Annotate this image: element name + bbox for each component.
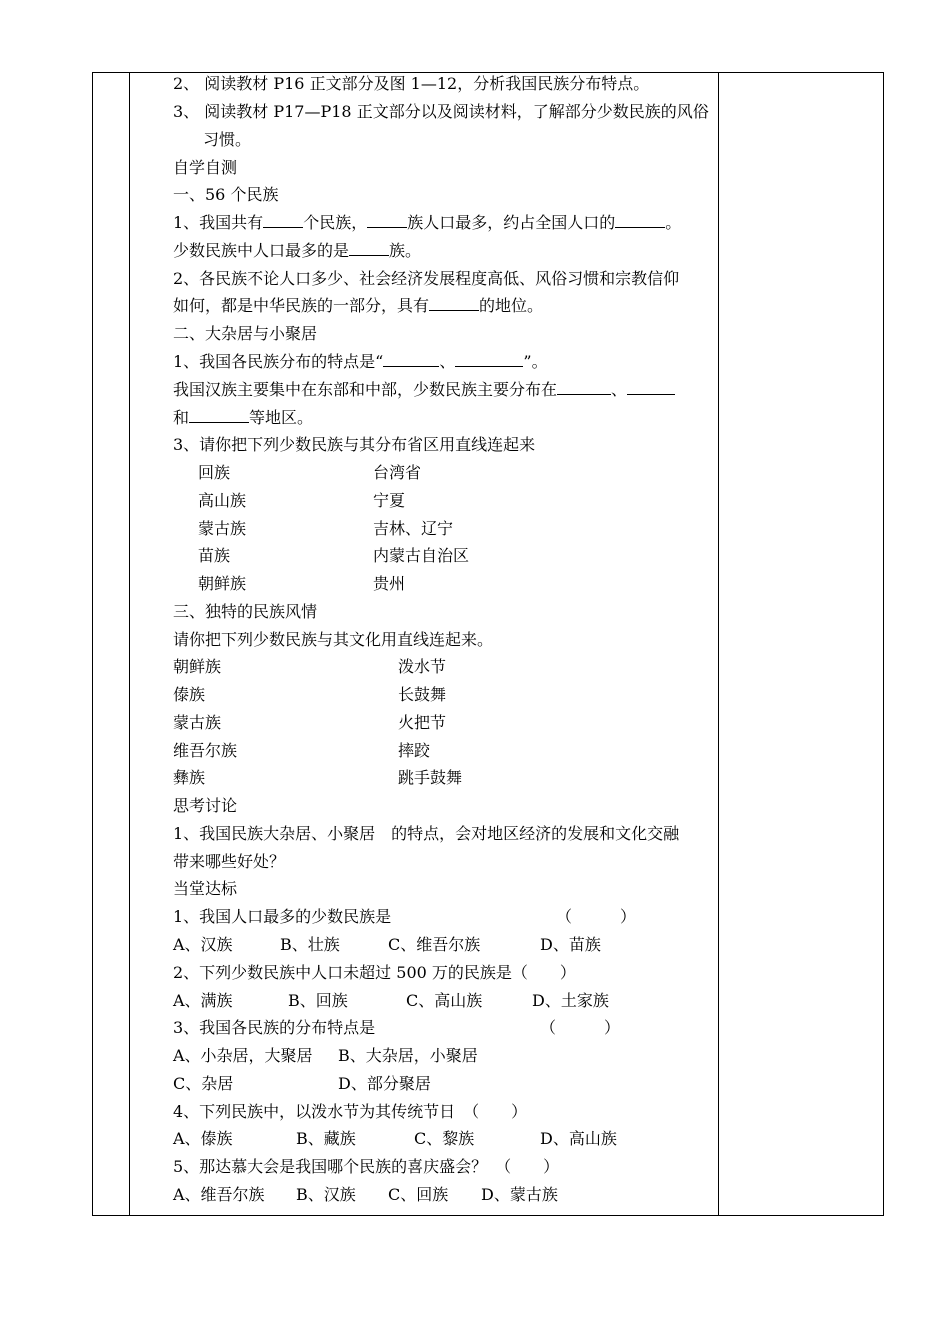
s1-q1 [173,213,681,233]
s1-q2: 2、各民族不论人口多少、社会经济发展程度高低、风俗习惯和宗教信仰 [173,269,680,288]
blank[interactable] [627,380,675,395]
reading-item-3: 3、 阅读教材 P17—P18 正文部分以及阅读材料，了解部分少数民族的风俗 [173,102,709,121]
s2-left-ethnic-4[interactable]: 苗族 [198,546,231,565]
discussion-q1: 1、我国民族大杂居、小聚居 的特点，会对地区经济的发展和文化交融 [173,824,680,843]
discussion-heading: 思考讨论 [173,796,238,815]
quiz-q4-option-a[interactable]: A、傣族 [173,1129,233,1148]
quiz-q1-option-c[interactable]: C、维吾尔族 [388,935,481,954]
s2-left-ethnic-1[interactable]: 回族 [198,463,231,482]
s1-q1-a: 1、我国共有 [173,213,264,232]
s2-right-region-3[interactable]: 吉林、辽宁 [373,519,454,538]
self-test-heading: 自学自测 [173,158,238,177]
blank[interactable] [557,380,611,395]
quiz-q3-paren[interactable]: （ ） [540,1018,621,1037]
blank[interactable] [383,352,439,367]
quiz-q1-option-b[interactable]: B、壮族 [280,935,340,954]
quiz-q3-stem: 3、我国各民族的分布特点是 [173,1018,376,1037]
s1-q2-cont [173,296,543,316]
quiz-q2-stem: 2、下列少数民族中人口未超过 500 万的民族是（ ） [173,963,576,982]
blank[interactable] [189,408,249,423]
quiz-q3-option-b[interactable]: B、大杂居，小聚居 [338,1046,478,1065]
s2-q2-b: 、 [611,380,628,399]
quiz-q2-option-a[interactable]: A、满族 [173,991,233,1010]
s2-q2-cont [173,408,313,428]
quiz-q5-option-d[interactable]: D、蒙古族 [481,1185,558,1204]
column-divider-2 [718,73,719,1215]
column-divider-1 [129,73,130,1215]
blank[interactable] [429,296,479,311]
blank[interactable] [263,213,303,228]
blank[interactable] [367,213,407,228]
quiz-q2-option-d[interactable]: D、土家族 [532,991,609,1010]
quiz-q1-option-d[interactable]: D、苗族 [540,935,601,954]
quiz-q3-option-c[interactable]: C、杂居 [173,1074,234,1093]
section-1-title: 一、56 个民族 [173,185,279,204]
s1-q1-cont [173,241,421,261]
s2-q1-c: ”。 [523,352,548,371]
s2-q1 [173,352,548,372]
s3-right-culture-5[interactable]: 跳手鼓舞 [398,768,463,787]
quiz-q4-stem: 4、下列民族中，以泼水节为其传统节日 （ ） [173,1102,528,1121]
s3-instruction: 请你把下列少数民族与其文化用直线连起来。 [173,630,494,649]
s3-left-ethnic-5[interactable]: 彝族 [173,768,206,787]
s2-q2-a: 我国汉族主要集中在东部和中部，少数民族主要分布在 [173,380,558,399]
reading-item-2: 2、 阅读教材 P16 正文部分及图 1—12，分析我国民族分布特点。 [173,74,650,93]
s2-q3: 3、请你把下列少数民族与其分布省区用直线连起来 [173,435,536,454]
s3-right-culture-4[interactable]: 摔跤 [398,741,431,760]
section-2-title: 二、大杂居与小聚居 [173,324,318,343]
quiz-q3-option-a[interactable]: A、小杂居，大聚居 [173,1046,313,1065]
s2-left-ethnic-3[interactable]: 蒙古族 [198,519,247,538]
reading-item-3-cont: 习惯。 [203,130,252,149]
s3-right-culture-2[interactable]: 长鼓舞 [398,685,447,704]
s1-q1-c: 族人口最多，约占全国人口的 [407,213,616,232]
quiz-q5-option-a[interactable]: A、维吾尔族 [173,1185,265,1204]
s2-right-region-5[interactable]: 贵州 [373,574,406,593]
quiz-q4-option-b[interactable]: B、藏族 [296,1129,356,1148]
quiz-q1-option-a[interactable]: A、汉族 [173,935,233,954]
s3-left-ethnic-4[interactable]: 维吾尔族 [173,741,238,760]
s3-left-ethnic-3[interactable]: 蒙古族 [173,713,222,732]
s2-q1-b: 、 [439,352,456,371]
quiz-q5-option-c[interactable]: C、回族 [388,1185,449,1204]
quiz-q2-option-c[interactable]: C、高山族 [406,991,483,1010]
s2-q2 [173,380,675,400]
quiz-q1-paren[interactable]: （ ） [556,907,637,926]
s1-q1-e: 少数民族中人口最多的是 [173,241,350,260]
quiz-heading: 当堂达标 [173,879,238,898]
blank[interactable] [455,352,523,367]
s1-q1-b: 个民族， [303,213,368,232]
s2-left-ethnic-2[interactable]: 高山族 [198,491,247,510]
s2-right-region-4[interactable]: 内蒙古自治区 [373,546,470,565]
blank[interactable] [349,241,389,256]
s2-left-ethnic-5[interactable]: 朝鲜族 [198,574,247,593]
quiz-q3-option-d[interactable]: D、部分聚居 [338,1074,431,1093]
s1-q2-b: 的地位。 [479,296,544,315]
quiz-q1-stem: 1、我国人口最多的少数民族是 [173,907,392,926]
s2-q2-c: 和 [173,408,190,427]
s3-left-ethnic-2[interactable]: 傣族 [173,685,206,704]
s3-right-culture-3[interactable]: 火把节 [398,713,447,732]
blank[interactable] [615,213,665,228]
s1-q1-f: 族。 [389,241,422,260]
s2-right-region-2[interactable]: 宁夏 [373,491,406,510]
quiz-q5-stem: 5、那达慕大会是我国哪个民族的喜庆盛会？ （ ） [173,1157,560,1176]
s2-q1-a: 1、我国各民族分布的特点是“ [173,352,384,371]
quiz-q2-option-b[interactable]: B、回族 [288,991,348,1010]
section-3-title: 三、独特的民族风情 [173,602,318,621]
discussion-q1-cont: 带来哪些好处？ [173,852,286,871]
s1-q2-a: 如何，都是中华民族的一部分，具有 [173,296,430,315]
s3-left-ethnic-1[interactable]: 朝鲜族 [173,657,222,676]
quiz-q4-option-c[interactable]: C、黎族 [414,1129,475,1148]
s2-q2-d: 等地区。 [249,408,314,427]
s1-q1-d: 。 [665,213,682,232]
s2-right-region-1[interactable]: 台湾省 [373,463,422,482]
s3-right-culture-1[interactable]: 泼水节 [398,657,447,676]
quiz-q5-option-b[interactable]: B、汉族 [296,1185,356,1204]
quiz-q4-option-d[interactable]: D、高山族 [540,1129,617,1148]
